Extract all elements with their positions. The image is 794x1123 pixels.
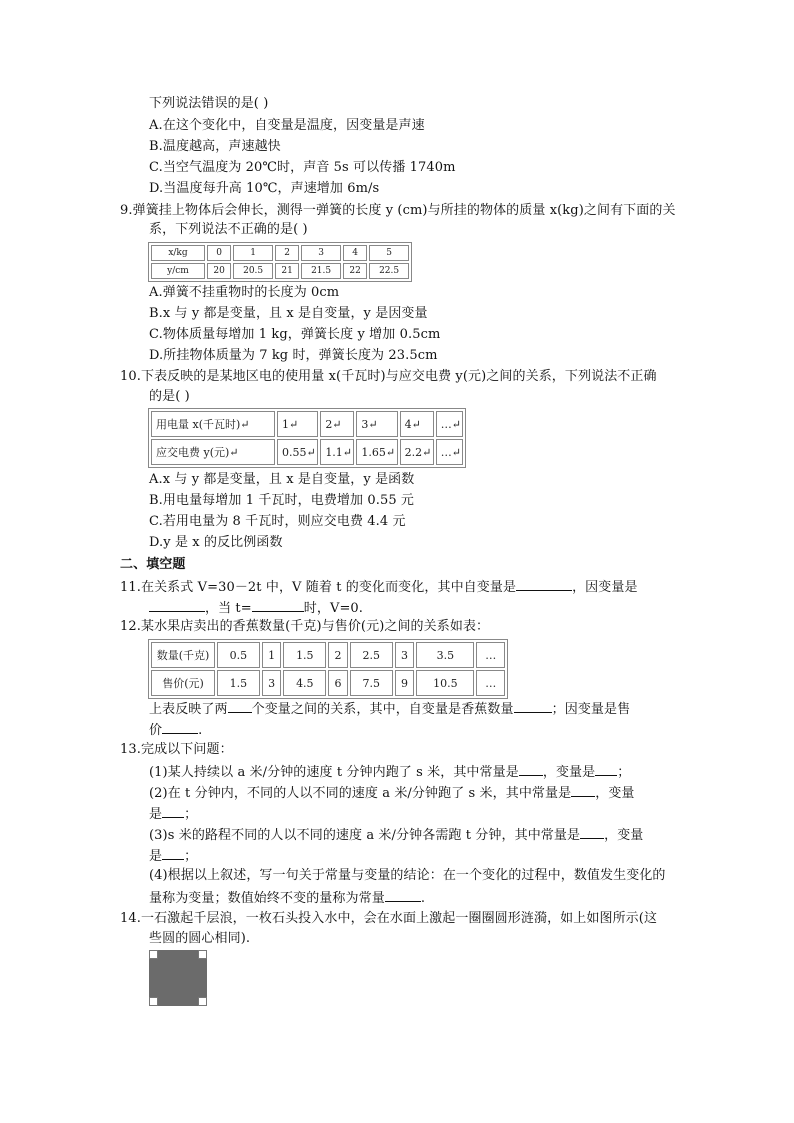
q14-line2: 些圆的圆心相同). [149,931,251,946]
table-cell: 售价(元) [151,670,215,696]
table-cell: … [476,642,505,668]
q13-part4-line2 [149,887,425,909]
table-cell: 5 [369,245,409,261]
q10-table [148,408,466,468]
q11-text: ，因变量是 [572,580,638,595]
table-cell: 3 [395,642,415,668]
answer-blank[interactable] [514,698,552,713]
q13-text: ； [184,849,198,864]
answer-blank[interactable] [516,576,572,591]
q13-text: (3)s 米的路程不同的人以不同的速度 a 米/分钟各需跑 t 分钟，其中常量是 [149,828,581,843]
q13-part2-line2 [149,803,197,825]
table-cell: 1 [233,245,273,261]
q8-option-d: D.当温度每升高 10℃，声速增加 6m/s [149,181,380,196]
q13-text: ； [184,807,198,822]
table-cell: 0.5 [217,642,260,668]
q12-text-line2 [149,719,202,741]
table-cell: 2 [328,642,348,668]
answer-blank[interactable] [385,887,421,902]
q12-text: 上表反映了两 [149,702,228,717]
table-row [151,263,409,279]
table-cell: 1 [262,642,282,668]
table-cell: x/kg [151,245,205,261]
q12-text: 个变量之间的关系，其中，自变量是香蕉数量 [251,702,514,717]
q12-text: 价 [149,723,163,738]
table-cell: 21 [275,263,299,279]
table-cell: 应交电费 y(元)↵ [151,439,275,465]
table-cell: 2 [275,245,299,261]
q13-text: ； [617,765,631,780]
table-cell: 2.5 [350,642,393,668]
answer-blank[interactable] [571,782,595,797]
q10-option-b: B.用电量每增加 1 千瓦时，电费增加 0.55 元 [149,493,415,508]
q12-text: ；因变量是售 [551,702,631,717]
q11-text: ，当 t= [205,601,252,616]
answer-blank[interactable] [228,698,252,713]
table-row [151,642,505,668]
q13-part3-line2 [149,845,197,867]
table-cell: y/cm [151,263,205,279]
q9-stem-line1: 9.弹簧挂上物体后会伸长，测得一弹簧的长度 y (cm)与所挂的物体的质量 x(kg)之间有下面的关 [120,203,676,218]
answer-blank[interactable] [162,803,184,818]
q9-option-b: B.x 与 y 都是变量，且 x 是自变量，y 是因变量 [149,306,428,321]
q10-option-c: C.若用电量为 8 千瓦时，则应交电费 4.4 元 [149,514,406,529]
q13-part1 [149,761,630,783]
table-cell: 6 [328,670,348,696]
q8-option-a: A.在这个变化中，自变量是温度，因变量是声速 [149,118,425,133]
q13-text: ，变量 [604,828,644,843]
table-cell: … [476,670,505,696]
q13-title: 13.完成以下问题： [120,742,233,757]
answer-blank[interactable] [595,761,617,776]
table-cell: 2.2↵ [400,439,434,465]
missing-image-placeholder [149,950,207,1006]
q9-stem-line2: 系，下列说法不正确的是( ) [149,222,308,237]
q10-stem-line1: 10.下表反映的是某地区电的使用量 x(千瓦时)与应交电费 y(元)之间的关系，下列说法不正确 [120,369,657,384]
table-cell: 3 [262,670,282,696]
answer-blank[interactable] [252,597,304,612]
q10-option-d: D.y 是 x 的反比例函数 [149,535,283,550]
resize-handle-icon [198,997,207,1006]
table-cell: 3↵ [356,411,397,437]
table-cell: 10.5 [416,670,474,696]
answer-blank[interactable] [149,597,205,612]
q13-text: 量称为变量；数值始终不变的量称为常量 [149,891,385,906]
table-cell: 1.65↵ [356,439,397,465]
q14-line1: 14.一石激起千层浪，一枚石头投入水中，会在水面上激起一圈圈圆形涟漪，如上如图所示(这 [120,911,658,926]
table-cell: 21.5 [301,263,341,279]
q12-text: . [198,723,203,738]
q9-table [148,242,412,282]
resize-handle-icon [198,950,207,959]
table-cell: 1↵ [277,411,318,437]
table-cell: …↵ [436,411,463,437]
q11-text: 11.在关系式 V=30－2t 中，V 随着 t 的变化而变化，其中自变量是 [120,580,517,595]
q12-table [148,639,508,699]
table-cell: 20 [207,263,231,279]
q8-option-c: C.当空气温度为 20℃时，声音 5s 可以传播 1740m [149,160,456,175]
table-cell: 2↵ [320,411,354,437]
q10-option-a: A.x 与 y 都是变量，且 x 是自变量，y 是函数 [149,472,415,487]
answer-blank[interactable] [162,719,198,734]
table-cell: 7.5 [350,670,393,696]
q13-part4-line1: (4)根据以上叙述，写一句关于常量与变量的结论：在一个变化的过程中，数值发生变化的 [149,868,666,883]
q12-stem: 12.某水果店卖出的香蕉数量(千克)与售价(元)之间的关系如表： [120,619,490,634]
q13-text: . [420,891,426,906]
q8-stem: 下列说法错误的是( ) [149,96,269,111]
q10-stem-line2: 的是( ) [149,389,190,404]
table-cell: 3.5 [416,642,474,668]
table-cell: 20.5 [233,263,273,279]
table-cell: 用电量 x(千瓦时)↵ [151,411,275,437]
q13-part3-line1 [149,824,643,846]
table-cell: 4↵ [400,411,434,437]
table-cell: 4.5 [283,670,326,696]
q11-line2 [149,597,363,619]
table-cell: 0 [207,245,231,261]
table-row [151,439,463,465]
table-cell: 3 [301,245,341,261]
section-heading: 二、填空题 [120,557,186,572]
table-cell: 1.5 [217,670,260,696]
q11-text: 时，V=0. [303,601,364,616]
q11-line1 [120,576,638,598]
table-cell: 1.1↵ [320,439,354,465]
q13-text: (1)某人持续以 a 米/分钟的速度 t 分钟内跑了 s 米，其中常量是 [149,765,519,780]
q13-text: 是 [149,807,163,822]
table-cell: 22.5 [369,263,409,279]
table-cell: 22 [343,263,367,279]
q9-option-a: A.弹簧不挂重物时的长度为 0cm [149,285,340,300]
table-cell: 9 [395,670,415,696]
table-cell: …↵ [436,439,463,465]
table-cell: 1.5 [283,642,326,668]
resize-handle-icon [149,950,158,959]
q13-part2-line1 [149,782,635,804]
q13-text: (2)在 t 分钟内，不同的人以不同的速度 a 米/分钟跑了 s 米，其中常量是 [149,786,572,801]
table-row [151,245,409,261]
q8-option-b: B.温度越高，声速越快 [149,139,281,154]
resize-handle-icon [149,997,158,1006]
table-cell: 0.55↵ [277,439,318,465]
q12-text-line1 [149,698,630,720]
q9-option-d: D.所挂物体质量为 7 kg 时，弹簧长度为 23.5cm [149,348,438,363]
answer-blank[interactable] [162,845,184,860]
q13-text: ，变量 [595,786,635,801]
q13-text: ，变量是 [542,765,596,780]
q13-text: 是 [149,849,163,864]
q9-option-c: C.物体质量每增加 1 kg，弹簧长度 y 增加 0.5cm [149,327,441,342]
table-cell: 数量(千克) [151,642,215,668]
table-cell: 4 [343,245,367,261]
answer-blank[interactable] [580,824,604,839]
answer-blank[interactable] [519,761,543,776]
table-row [151,411,463,437]
table-row [151,670,505,696]
